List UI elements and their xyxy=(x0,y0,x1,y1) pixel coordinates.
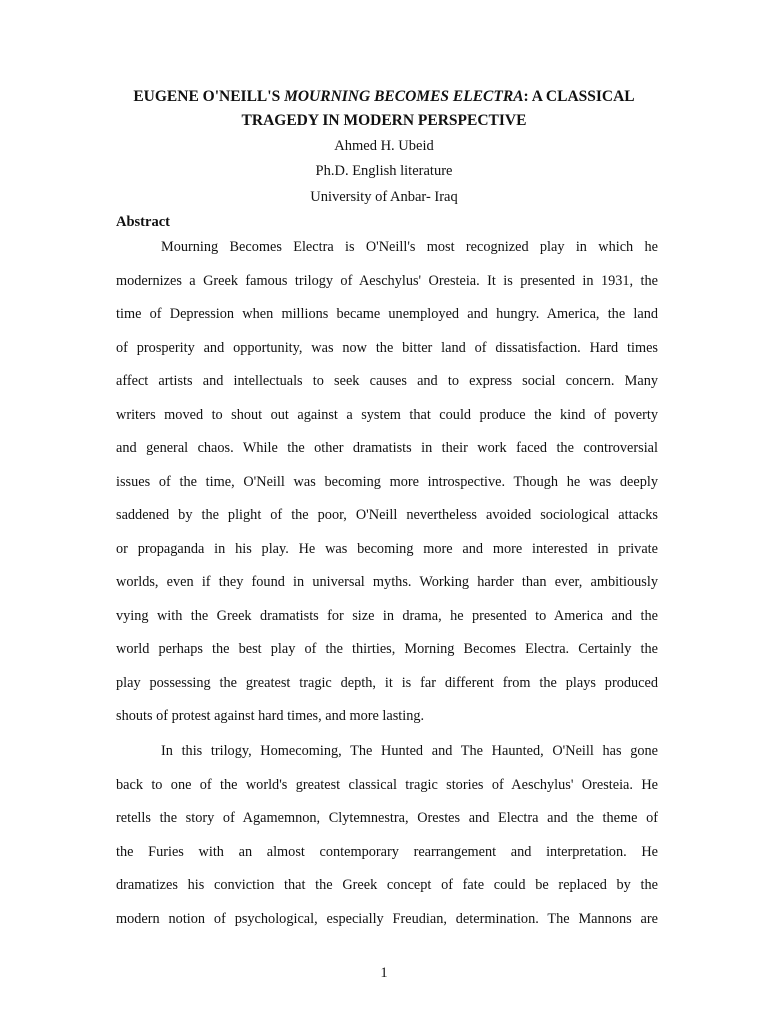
paragraph-line: play possessing the greatest tragic depth, it is far different from the plays produced xyxy=(116,674,658,691)
paragraph-line: back to one of the world's greatest classical tragic stories of Aeschylus' Oresteia. He xyxy=(116,776,658,793)
paragraph-line: saddened by the plight of the poor, O'Neill nevertheless avoided sociological attacks xyxy=(116,507,658,523)
paragraph-line: retells the story of Agamemnon, Clytemnestra, Orestes and Electra and the theme of xyxy=(116,810,658,826)
author-affiliation: University of Anbar- Iraq xyxy=(310,189,458,205)
paragraph-line: In this trilogy, Homecoming, The Hunted and The Haunted, O'Neill has gone xyxy=(161,743,658,759)
title-play-name: MOURNING BECOMES ELECTRA xyxy=(284,88,524,105)
paragraph-line: and general chaos. While the other dramatists in their work faced the controversial xyxy=(116,440,658,456)
title-prefix: EUGENE O'NEILL'S xyxy=(133,88,285,105)
author-degree: Ph.D. English literature xyxy=(315,163,453,179)
paragraph-line: vying with the Greek dramatists for size in drama, he presented to America and the xyxy=(116,607,658,624)
paper-title-line-1 xyxy=(100,85,668,109)
paragraph-line: affect artists and intellectuals to seek causes and to express social concern. Many xyxy=(116,373,658,389)
paragraph-line: modernizes a Greek famous trilogy of Aeschylus' Oresteia. It is presented in 1931, the xyxy=(116,272,658,289)
page-number: 1 xyxy=(380,965,388,981)
paragraph-line: modern notion of psychological, especially Freudian, determination. The Mannons are xyxy=(116,910,658,927)
author-name: Ahmed H. Ubeid xyxy=(334,138,434,154)
paragraph-line: writers moved to shout out against a system that could produce the kind of poverty xyxy=(116,406,658,423)
abstract-heading: Abstract xyxy=(116,214,170,230)
title-suffix: : A CLASSICAL xyxy=(523,88,635,105)
paragraph-line: or propaganda in his play. He was becoming more and more interested in private xyxy=(116,540,658,557)
paragraph-line: dramatizes his conviction that the Greek concept of fate could be replaced by the xyxy=(116,877,658,893)
paper-title-line-2: TRAGEDY IN MODERN PERSPECTIVE xyxy=(241,112,527,129)
paragraph-line: issues of the time, O'Neill was becoming more introspective. Though he was deeply xyxy=(116,473,658,490)
paragraph-line: Mourning Becomes Electra is O'Neill's most recognized play in which he xyxy=(161,239,658,255)
paragraph-line: the Furies with an almost contemporary rearrangement and interpretation. He xyxy=(116,843,658,860)
paragraph-line: worlds, even if they found in universal myths. Working harder than ever, ambitiously xyxy=(116,574,658,590)
paragraph-line: shouts of protest against hard times, and more lasting. xyxy=(116,708,425,724)
paragraph-line: of prosperity and opportunity, was now the bitter land of dissatisfaction. Hard times xyxy=(116,339,658,356)
paragraph-line: time of Depression when millions became unemployed and hungry. America, the land xyxy=(116,306,658,322)
paragraph-line: world perhaps the best play of the thirties, Morning Becomes Electra. Certainly the xyxy=(116,641,658,657)
